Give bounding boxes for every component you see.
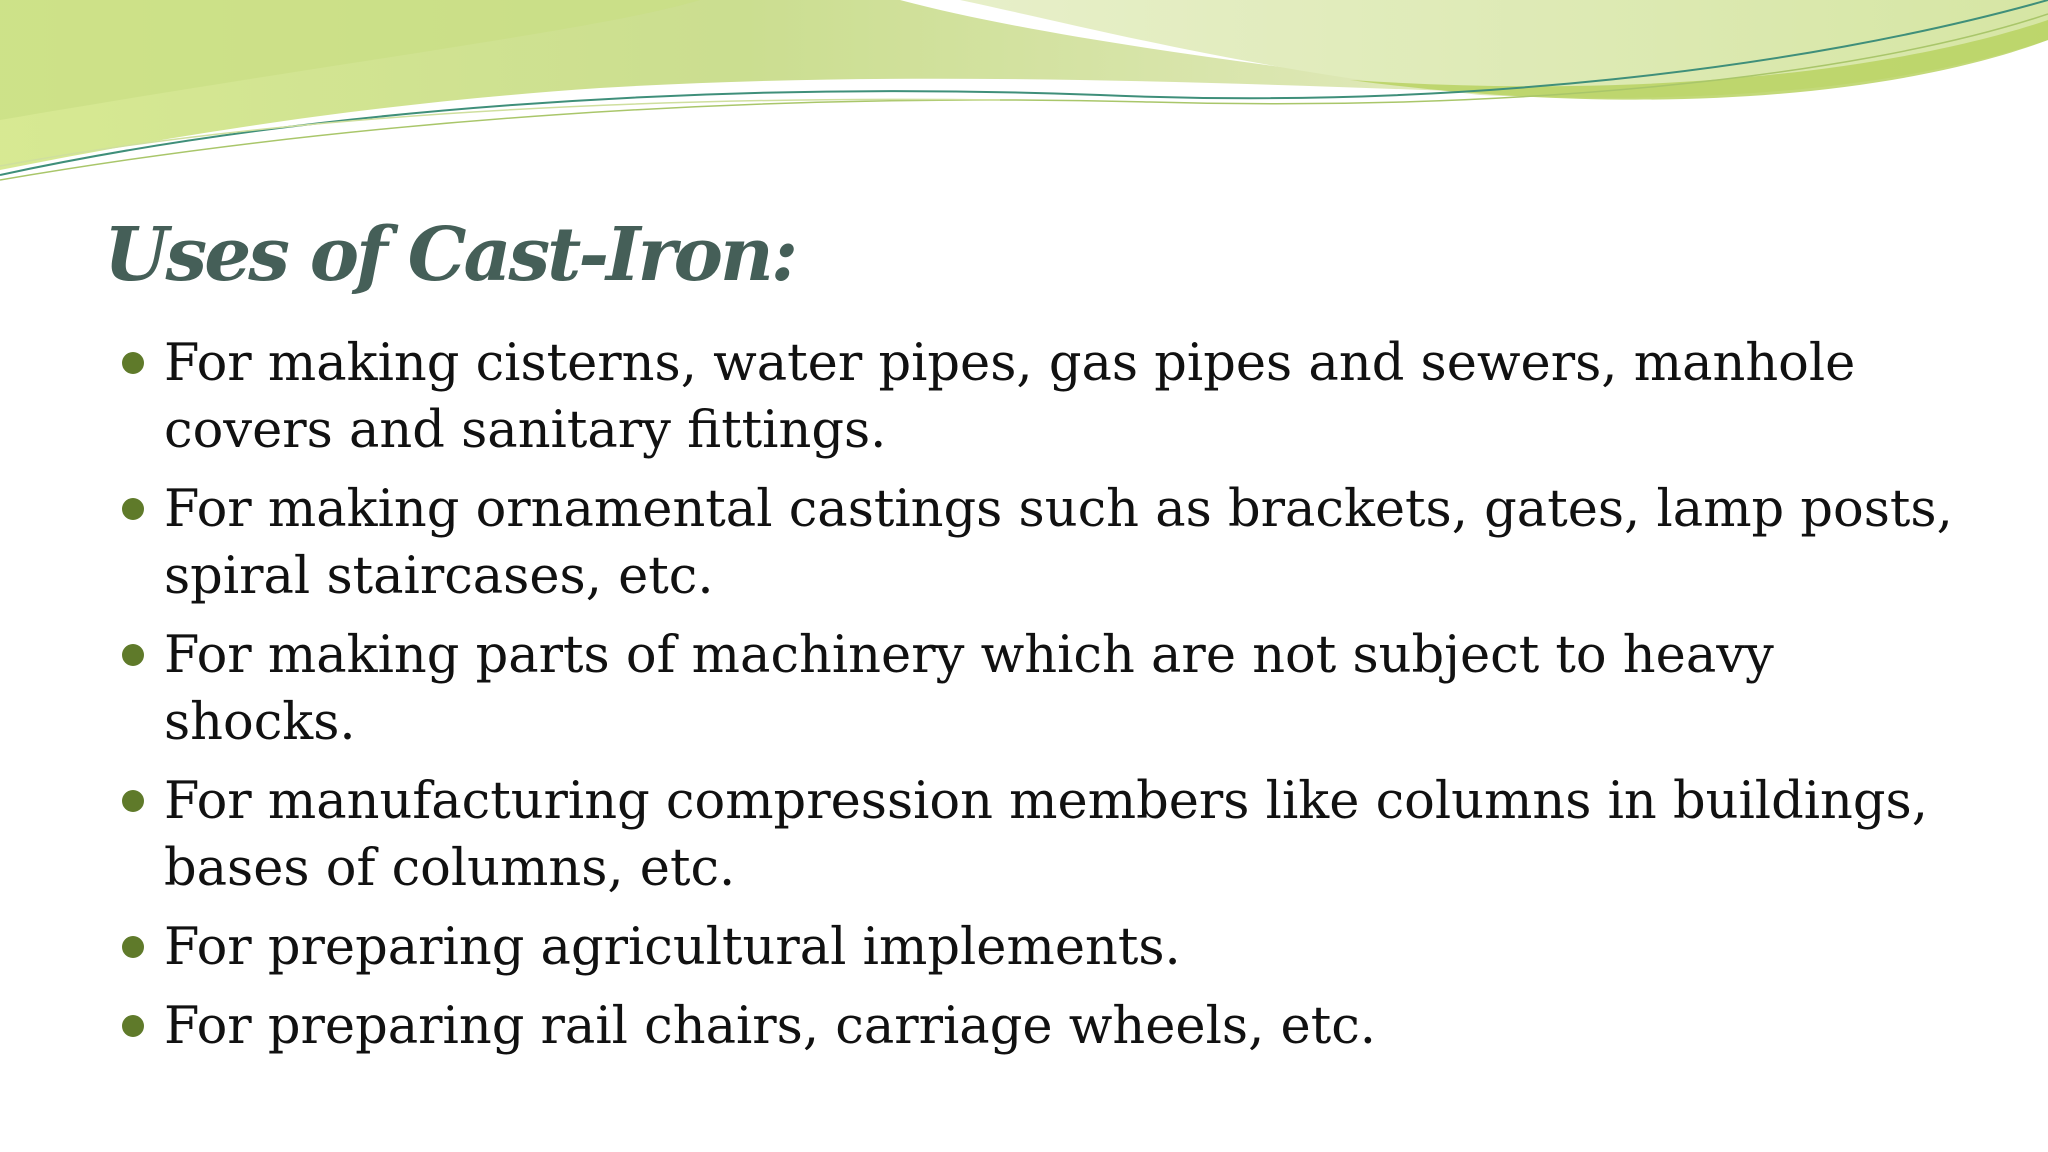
list-item bbox=[120, 622, 1980, 756]
list-item bbox=[120, 914, 1980, 981]
bullet-icon bbox=[122, 790, 144, 812]
slide-title: Uses of Cast-Iron: bbox=[104, 212, 796, 298]
bullet-icon bbox=[122, 644, 144, 666]
bullet-icon bbox=[122, 936, 144, 958]
list-item bbox=[120, 476, 1980, 610]
bullet-icon bbox=[122, 1015, 144, 1037]
bullet-text: For manufacturing compression members like columns in buildings, bases of columns, etc. bbox=[164, 772, 1928, 898]
bullet-text: For making cisterns, water pipes, gas pipes and sewers, manhole covers and sanitary fittings. bbox=[164, 334, 1856, 460]
header-wave-decoration bbox=[0, 0, 2048, 200]
bullet-text: For preparing agricultural implements. bbox=[164, 918, 1181, 977]
list-item bbox=[120, 768, 1980, 902]
bullet-text: For preparing rail chairs, carriage wheels, etc. bbox=[164, 997, 1376, 1056]
list-item bbox=[120, 330, 1980, 464]
bullet-icon bbox=[122, 352, 144, 374]
bullet-text: For making parts of machinery which are not subject to heavy shocks. bbox=[164, 626, 1774, 752]
list-item bbox=[120, 993, 1980, 1060]
bullet-text: For making ornamental castings such as brackets, gates, lamp posts, spiral staircases, etc. bbox=[164, 480, 1953, 606]
bullet-list bbox=[120, 330, 1980, 1072]
bullet-icon bbox=[122, 498, 144, 520]
